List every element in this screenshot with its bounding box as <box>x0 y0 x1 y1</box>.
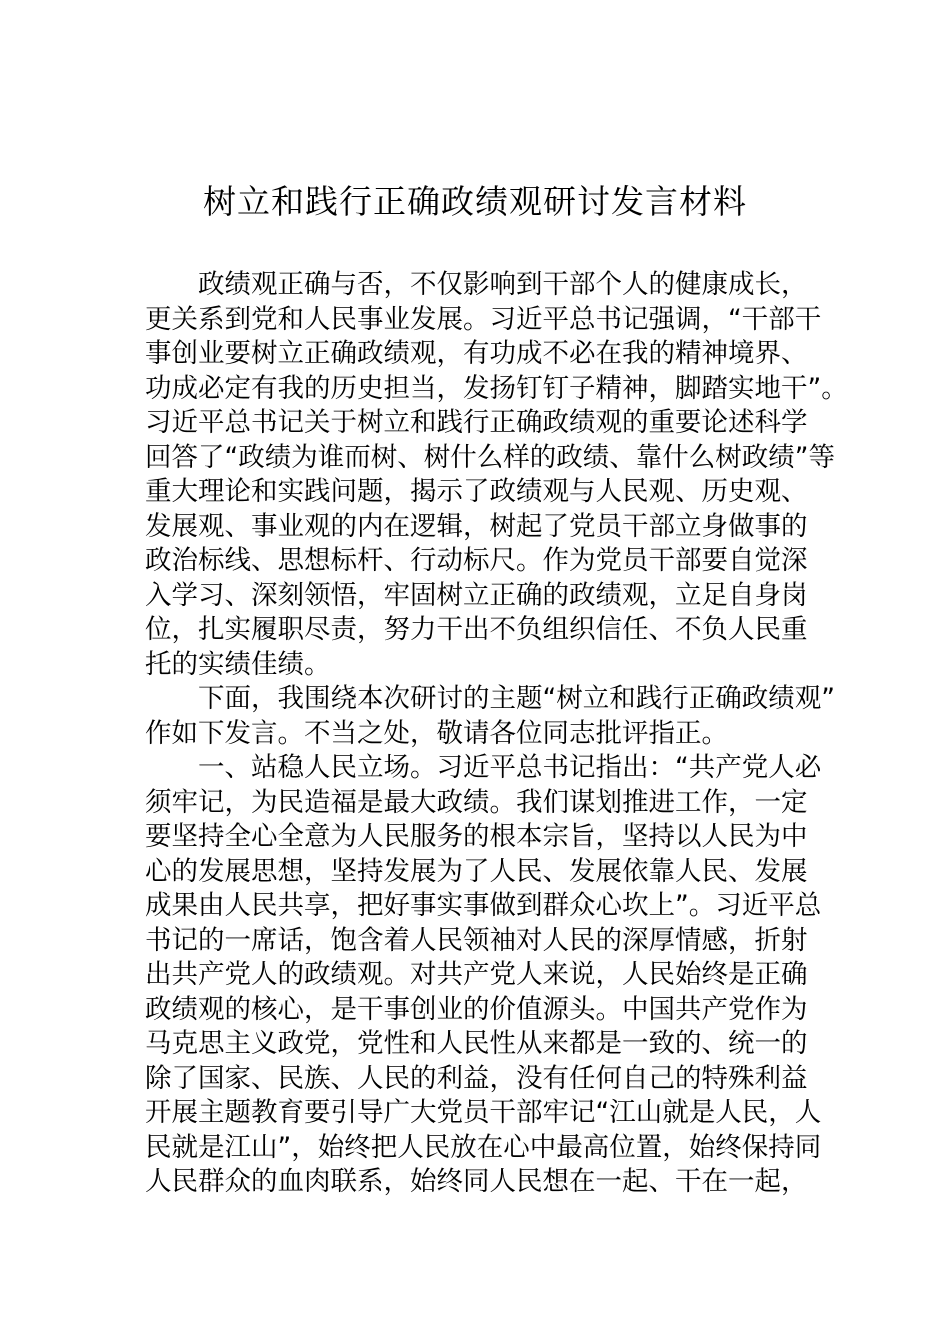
text-line: 功成必定有我的历史担当，发扬钉钉子精神，脚踏实地干”。 <box>145 372 848 404</box>
text-line: 政绩观的核心，是干事创业的价值源头。中国共产党作为 <box>145 993 808 1025</box>
text-line: 马克思主义政党，党性和人民性从来都是一致的、统一的 <box>145 1028 808 1059</box>
text-line: 重大理论和实践问题，揭示了政绩观与人民观、历史观、 <box>145 476 808 507</box>
text-line: 回答了“政绩为谁而树、树什么样的政绩、靠什么树政绩”等 <box>145 441 835 473</box>
text-line: 民就是江山”，始终把人民放在心中最高位置，始终保持同 <box>145 1131 822 1163</box>
text-line: 须牢记，为民造福是最大政绩。我们谋划推进工作，一定 <box>145 786 808 818</box>
text-line: 发展观、事业观的内在逻辑，树起了党员干部立身做事的 <box>145 510 808 542</box>
text-line: 托的实绩佳绩。 <box>145 648 331 680</box>
text-line: 出共产党人的政绩观。对共产党人来说，人民始终是正确 <box>145 959 808 990</box>
text-line: 下面，我围绕本次研讨的主题“树立和践行正确政绩观” <box>198 683 835 714</box>
text-line: 成果由人民共享，把好事实事做到群众心坎上”。习近平总 <box>145 890 822 921</box>
document-title: 树立和践行正确政绩观研讨发言材料 <box>203 182 747 221</box>
text-line: 人民群众的血肉联系，始终同人民想在一起、干在一起， <box>145 1166 808 1197</box>
text-line: 除了国家、民族、人民的利益，没有任何自己的特殊利益 <box>145 1062 808 1094</box>
text-line: 位，扎实履职尽责，努力干出不负组织信任、不负人民重 <box>145 614 808 645</box>
text-line: 心的发展思想，坚持发展为了人民、发展依靠人民、发展 <box>145 855 808 887</box>
text-line: 开展主题教育要引导广大党员干部牢记“江山就是人民，人 <box>145 1097 822 1128</box>
text-line: 作如下发言。不当之处，敬请各位同志批评指正。 <box>145 717 728 749</box>
document-body <box>145 268 848 1200</box>
text-line: 入学习、深刻领悟，牢固树立正确的政绩观，立足自身岗 <box>145 579 808 611</box>
text-line: 更关系到党和人民事业发展。习近平总书记强调，“干部干 <box>145 303 822 335</box>
text-line: 书记的一席话，饱含着人民领袖对人民的深厚情感，折射 <box>145 924 808 956</box>
text-line: 习近平总书记关于树立和践行正确政绩观的重要论述科学 <box>145 407 808 438</box>
text-line: 政治标线、思想标杆、行动标尺。作为党员干部要自觉深 <box>145 545 808 576</box>
text-line: 要坚持全心全意为人民服务的根本宗旨，坚持以人民为中 <box>145 821 808 852</box>
text-line: 一、站稳人民立场。习近平总书记指出：“共产党人必 <box>198 752 822 783</box>
text-line: 政绩观正确与否，不仅影响到干部个人的健康成长， <box>198 269 808 300</box>
text-line: 事创业要树立正确政绩观，有功成不必在我的精神境界、 <box>145 338 808 369</box>
